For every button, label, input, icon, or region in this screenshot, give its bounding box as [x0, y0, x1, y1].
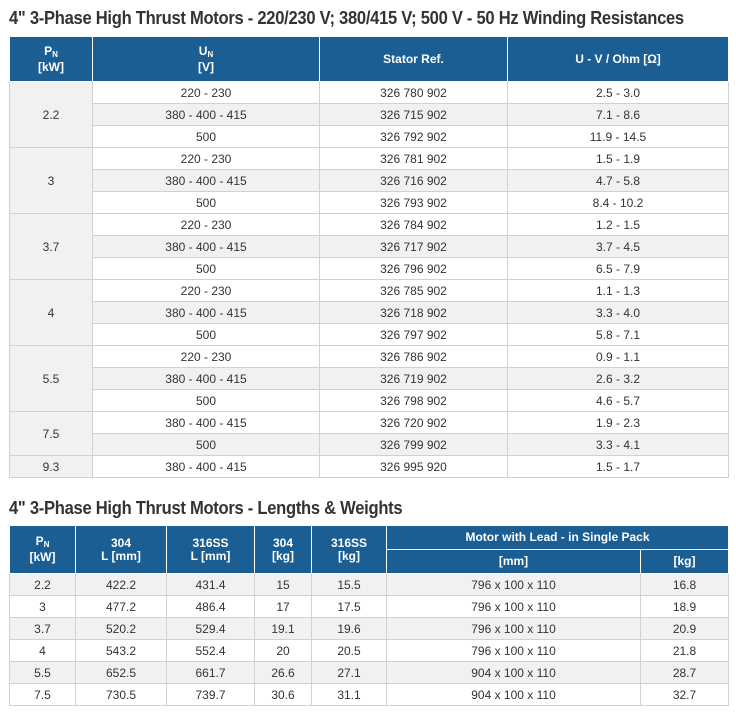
voltage-cell: 380 - 400 - 415: [93, 412, 320, 434]
power-rating-cell: 3.7: [10, 214, 93, 280]
pack-weight-cell: 20.9: [641, 618, 729, 640]
stator-ref-cell: 326 716 902: [320, 170, 508, 192]
header-pack-weight: [kg]: [641, 550, 729, 574]
lengths-weights-table: [9, 525, 729, 706]
power-rating-cell: 5.5: [10, 662, 76, 684]
weight-316ss-cell: 19.6: [312, 618, 387, 640]
length-304-cell: 543.2: [76, 640, 167, 662]
length-316ss-cell: 552.4: [167, 640, 255, 662]
table-row: [10, 662, 729, 684]
power-rating-cell: 9.3: [10, 456, 93, 478]
voltage-cell: 220 - 230: [93, 280, 320, 302]
table-row: [10, 390, 729, 412]
voltage-cell: 500: [93, 434, 320, 456]
winding-resistances-title: 4" 3-Phase High Thrust Motors - 220/230 V; 380/415 V; 500 V - 50 Hz Winding Resistances: [9, 8, 684, 28]
stator-ref-cell: 326 720 902: [320, 412, 508, 434]
length-304-cell: 730.5: [76, 684, 167, 706]
power-rating-cell: 3.7: [10, 618, 76, 640]
winding-resistances-body: [10, 82, 729, 478]
resistance-cell: 2.6 - 3.2: [508, 368, 729, 390]
stator-ref-cell: 326 717 902: [320, 236, 508, 258]
voltage-cell: 380 - 400 - 415: [93, 302, 320, 324]
voltage-cell: 220 - 230: [93, 346, 320, 368]
resistance-cell: 3.3 - 4.0: [508, 302, 729, 324]
resistance-cell: 4.7 - 5.8: [508, 170, 729, 192]
length-316ss-cell: 661.7: [167, 662, 255, 684]
header-single-pack: Motor with Lead - in Single Pack: [387, 526, 729, 550]
header-power-symbol: P: [44, 43, 53, 58]
stator-ref-cell: 326 718 902: [320, 302, 508, 324]
resistance-cell: 0.9 - 1.1: [508, 346, 729, 368]
table-row: [10, 596, 729, 618]
table-row: [10, 412, 729, 434]
length-316ss-cell: 529.4: [167, 618, 255, 640]
resistance-cell: 3.3 - 4.1: [508, 434, 729, 456]
weight-316ss-cell: 27.1: [312, 662, 387, 684]
header-pack-dimensions: [mm]: [387, 550, 641, 574]
length-316ss-cell: 739.7: [167, 684, 255, 706]
power-rating-cell: 7.5: [10, 412, 93, 456]
voltage-cell: 500: [93, 258, 320, 280]
stator-ref-cell: 326 784 902: [320, 214, 508, 236]
stator-ref-cell: 326 796 902: [320, 258, 508, 280]
weight-316ss-cell: 31.1: [312, 684, 387, 706]
header-weight-304-material: 304: [272, 535, 294, 550]
voltage-cell: 220 - 230: [93, 148, 320, 170]
pack-dimensions-cell: 904 x 100 x 110: [387, 684, 641, 706]
voltage-cell: 380 - 400 - 415: [93, 456, 320, 478]
pack-dimensions-cell: 796 x 100 x 110: [387, 596, 641, 618]
pack-weight-cell: 28.7: [641, 662, 729, 684]
table-row: [10, 192, 729, 214]
header-length-304: [76, 526, 167, 574]
voltage-cell: 220 - 230: [93, 82, 320, 104]
stator-ref-cell: 326 780 902: [320, 82, 508, 104]
resistance-cell: 3.7 - 4.5: [508, 236, 729, 258]
table-row: [10, 434, 729, 456]
lengths-weights-body: [10, 574, 729, 706]
resistance-cell: 1.1 - 1.3: [508, 280, 729, 302]
stator-ref-cell: 326 798 902: [320, 390, 508, 412]
pack-dimensions-cell: 796 x 100 x 110: [387, 574, 641, 596]
header-voltage-symbol: U: [198, 43, 208, 58]
header-weight-316ss: [312, 526, 387, 574]
winding-resistances-table: [9, 36, 729, 478]
table-row: [10, 214, 729, 236]
resistance-cell: 5.8 - 7.1: [508, 324, 729, 346]
resistance-cell: 1.2 - 1.5: [508, 214, 729, 236]
pack-weight-cell: 18.9: [641, 596, 729, 618]
length-316ss-cell: 431.4: [167, 574, 255, 596]
power-rating-cell: 5.5: [10, 346, 93, 412]
resistance-cell: 8.4 - 10.2: [508, 192, 729, 214]
weight-316ss-cell: 17.5: [312, 596, 387, 618]
resistance-cell: 4.6 - 5.7: [508, 390, 729, 412]
stator-ref-cell: 326 797 902: [320, 324, 508, 346]
weight-304-cell: 30.6: [255, 684, 312, 706]
header-weight-316ss-material: 316SS: [330, 535, 368, 550]
power-rating-cell: 4: [10, 640, 76, 662]
table-row: [10, 104, 729, 126]
table-row: [10, 684, 729, 706]
stator-ref-cell: 326 719 902: [320, 368, 508, 390]
power-rating-cell: 2.2: [10, 82, 93, 148]
stator-ref-cell: 326 792 902: [320, 126, 508, 148]
table-row: [10, 126, 729, 148]
table-row: [10, 574, 729, 596]
pack-weight-cell: 16.8: [641, 574, 729, 596]
pack-weight-cell: 21.8: [641, 640, 729, 662]
pack-weight-cell: 32.7: [641, 684, 729, 706]
weight-316ss-cell: 15.5: [312, 574, 387, 596]
power-rating-cell: 3: [10, 148, 93, 214]
weight-304-cell: 17: [255, 596, 312, 618]
voltage-cell: 500: [93, 192, 320, 214]
header-voltage-unit: [V]: [198, 59, 214, 74]
voltage-cell: 380 - 400 - 415: [93, 236, 320, 258]
power-rating-cell: 7.5: [10, 684, 76, 706]
stator-ref-cell: 326 785 902: [320, 280, 508, 302]
table-row: [10, 346, 729, 368]
resistance-cell: 2.5 - 3.0: [508, 82, 729, 104]
table-row: [10, 302, 729, 324]
resistance-cell: 11.9 - 14.5: [508, 126, 729, 148]
table-row: [10, 148, 729, 170]
header-voltage-subscript: N: [207, 49, 214, 59]
table-row: [10, 324, 729, 346]
table-row: [10, 170, 729, 192]
weight-304-cell: 19.1: [255, 618, 312, 640]
table-row: [10, 280, 729, 302]
stator-ref-cell: 326 715 902: [320, 104, 508, 126]
power-rating-cell: 3: [10, 596, 76, 618]
length-304-cell: 477.2: [76, 596, 167, 618]
header-length-316ss-material: 316SS: [192, 535, 229, 550]
header-power-subscript: N: [43, 540, 50, 549]
table-row: [10, 236, 729, 258]
header-length-304-unit: L [mm]: [101, 548, 141, 563]
pack-dimensions-cell: 796 x 100 x 110: [387, 618, 641, 640]
stator-ref-cell: 326 781 902: [320, 148, 508, 170]
weight-304-cell: 26.6: [255, 662, 312, 684]
voltage-cell: 500: [93, 126, 320, 148]
table-row: [10, 456, 729, 478]
weight-304-cell: 20: [255, 640, 312, 662]
header-weight-316ss-unit: [kg]: [338, 548, 360, 563]
power-rating-cell: 4: [10, 280, 93, 346]
resistance-cell: 1.5 - 1.9: [508, 148, 729, 170]
voltage-cell: 380 - 400 - 415: [93, 368, 320, 390]
header-power-unit: [kW]: [29, 550, 56, 564]
resistance-cell: 1.5 - 1.7: [508, 456, 729, 478]
length-304-cell: 422.2: [76, 574, 167, 596]
stator-ref-cell: 326 799 902: [320, 434, 508, 456]
length-304-cell: 520.2: [76, 618, 167, 640]
voltage-cell: 500: [93, 324, 320, 346]
header-stator-ref: Stator Ref.: [320, 37, 508, 82]
weight-304-cell: 15: [255, 574, 312, 596]
pack-dimensions-cell: 904 x 100 x 110: [387, 662, 641, 684]
table-row: [10, 640, 729, 662]
weight-316ss-cell: 20.5: [312, 640, 387, 662]
header-power-subscript: N: [52, 49, 58, 59]
stator-ref-cell: 326 786 902: [320, 346, 508, 368]
header-power: [10, 526, 76, 574]
stator-ref-cell: 326 995 920: [320, 456, 508, 478]
table-header-row: [10, 526, 729, 550]
header-resistance: U - V / Ohm [Ω]: [508, 37, 729, 82]
pack-dimensions-cell: 796 x 100 x 110: [387, 640, 641, 662]
voltage-cell: 380 - 400 - 415: [93, 104, 320, 126]
voltage-cell: 220 - 230: [93, 214, 320, 236]
table-row: [10, 258, 729, 280]
table-row: [10, 618, 729, 640]
header-length-316ss: [167, 526, 255, 574]
table-header-row: [10, 37, 729, 82]
resistance-cell: 7.1 - 8.6: [508, 104, 729, 126]
length-316ss-cell: 486.4: [167, 596, 255, 618]
voltage-cell: 500: [93, 390, 320, 412]
resistance-cell: 1.9 - 2.3: [508, 412, 729, 434]
header-power-symbol: P: [35, 534, 44, 548]
header-voltage: [93, 37, 320, 82]
table-row: [10, 368, 729, 390]
header-weight-304: [255, 526, 312, 574]
header-length-304-material: 304: [110, 535, 132, 550]
header-weight-304-unit: [kg]: [272, 548, 294, 563]
header-length-316ss-unit: L [mm]: [190, 548, 231, 563]
header-power-unit: [kW]: [38, 59, 64, 74]
length-304-cell: 652.5: [76, 662, 167, 684]
resistance-cell: 6.5 - 7.9: [508, 258, 729, 280]
stator-ref-cell: 326 793 902: [320, 192, 508, 214]
table-row: [10, 82, 729, 104]
lengths-weights-title: 4" 3-Phase High Thrust Motors - Lengths & Weights: [9, 498, 403, 518]
voltage-cell: 380 - 400 - 415: [93, 170, 320, 192]
power-rating-cell: 2.2: [10, 574, 76, 596]
header-power: [10, 37, 93, 82]
